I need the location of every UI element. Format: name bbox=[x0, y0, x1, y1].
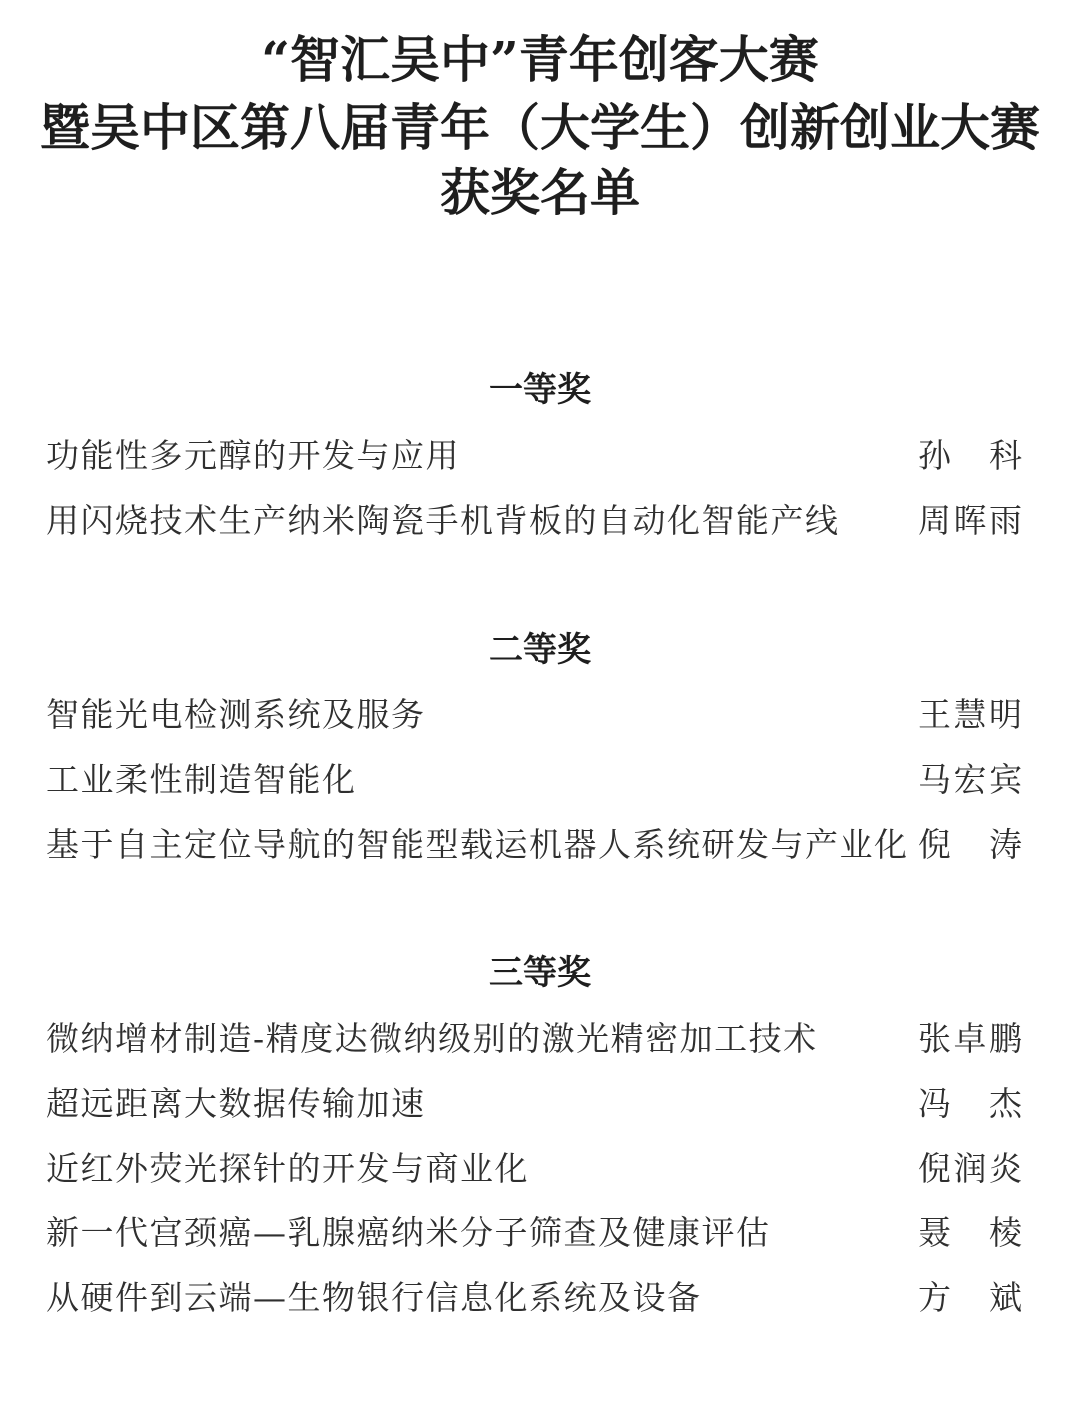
project-name: 微纳增材制造-精度达微纳级别的激光精密加工技术 bbox=[46, 1019, 818, 1058]
project-name: 从硬件到云端—生物银行信息化系统及设备 bbox=[46, 1278, 702, 1317]
award-row bbox=[46, 691, 1022, 739]
award-row bbox=[46, 1274, 1022, 1322]
award-row bbox=[46, 1209, 1022, 1257]
winner-name: 张卓鹏 bbox=[918, 1019, 1022, 1058]
section-heading-third-prize: 三等奖 bbox=[489, 953, 591, 993]
project-name: 近红外荧光探针的开发与商业化 bbox=[46, 1149, 529, 1188]
award-row bbox=[46, 756, 1022, 804]
award-row bbox=[46, 1015, 1022, 1063]
project-name: 智能光电检测系统及服务 bbox=[46, 695, 426, 734]
document-title-line-2: 暨吴中区第八届青年（大学生）创新创业大赛 bbox=[40, 98, 1040, 157]
winner-name: 倪润炎 bbox=[918, 1149, 1022, 1188]
award-row bbox=[46, 497, 1022, 545]
winner-name: 冯 杰 bbox=[918, 1084, 1022, 1123]
winner-name: 倪 涛 bbox=[918, 825, 1022, 864]
project-name: 用闪烧技术生产纳米陶瓷手机背板的自动化智能产线 bbox=[46, 501, 840, 540]
award-row bbox=[46, 1080, 1022, 1128]
award-row bbox=[46, 821, 1022, 869]
project-name: 新一代宫颈癌—乳腺癌纳米分子筛查及健康评估 bbox=[46, 1213, 771, 1252]
document-title-line-1: “智汇吴中”青年创客大赛 bbox=[261, 30, 819, 89]
winner-name: 方 斌 bbox=[918, 1278, 1022, 1317]
winner-name: 聂 棱 bbox=[918, 1213, 1022, 1252]
project-name: 超远距离大数据传输加速 bbox=[46, 1084, 426, 1123]
section-heading-first-prize: 一等奖 bbox=[489, 370, 591, 410]
award-row bbox=[46, 432, 1022, 480]
winner-name: 周晖雨 bbox=[918, 501, 1022, 540]
project-name: 工业柔性制造智能化 bbox=[46, 760, 357, 799]
document-title-line-3: 获奖名单 bbox=[440, 163, 640, 222]
winner-name: 王慧明 bbox=[918, 695, 1022, 734]
project-name: 功能性多元醇的开发与应用 bbox=[46, 436, 460, 475]
section-heading-second-prize: 二等奖 bbox=[489, 630, 591, 670]
award-row bbox=[46, 1145, 1022, 1193]
project-name: 基于自主定位导航的智能型载运机器人系统研发与产业化 bbox=[46, 825, 909, 864]
winner-name: 马宏宾 bbox=[918, 760, 1022, 799]
winner-name: 孙 科 bbox=[918, 436, 1022, 475]
